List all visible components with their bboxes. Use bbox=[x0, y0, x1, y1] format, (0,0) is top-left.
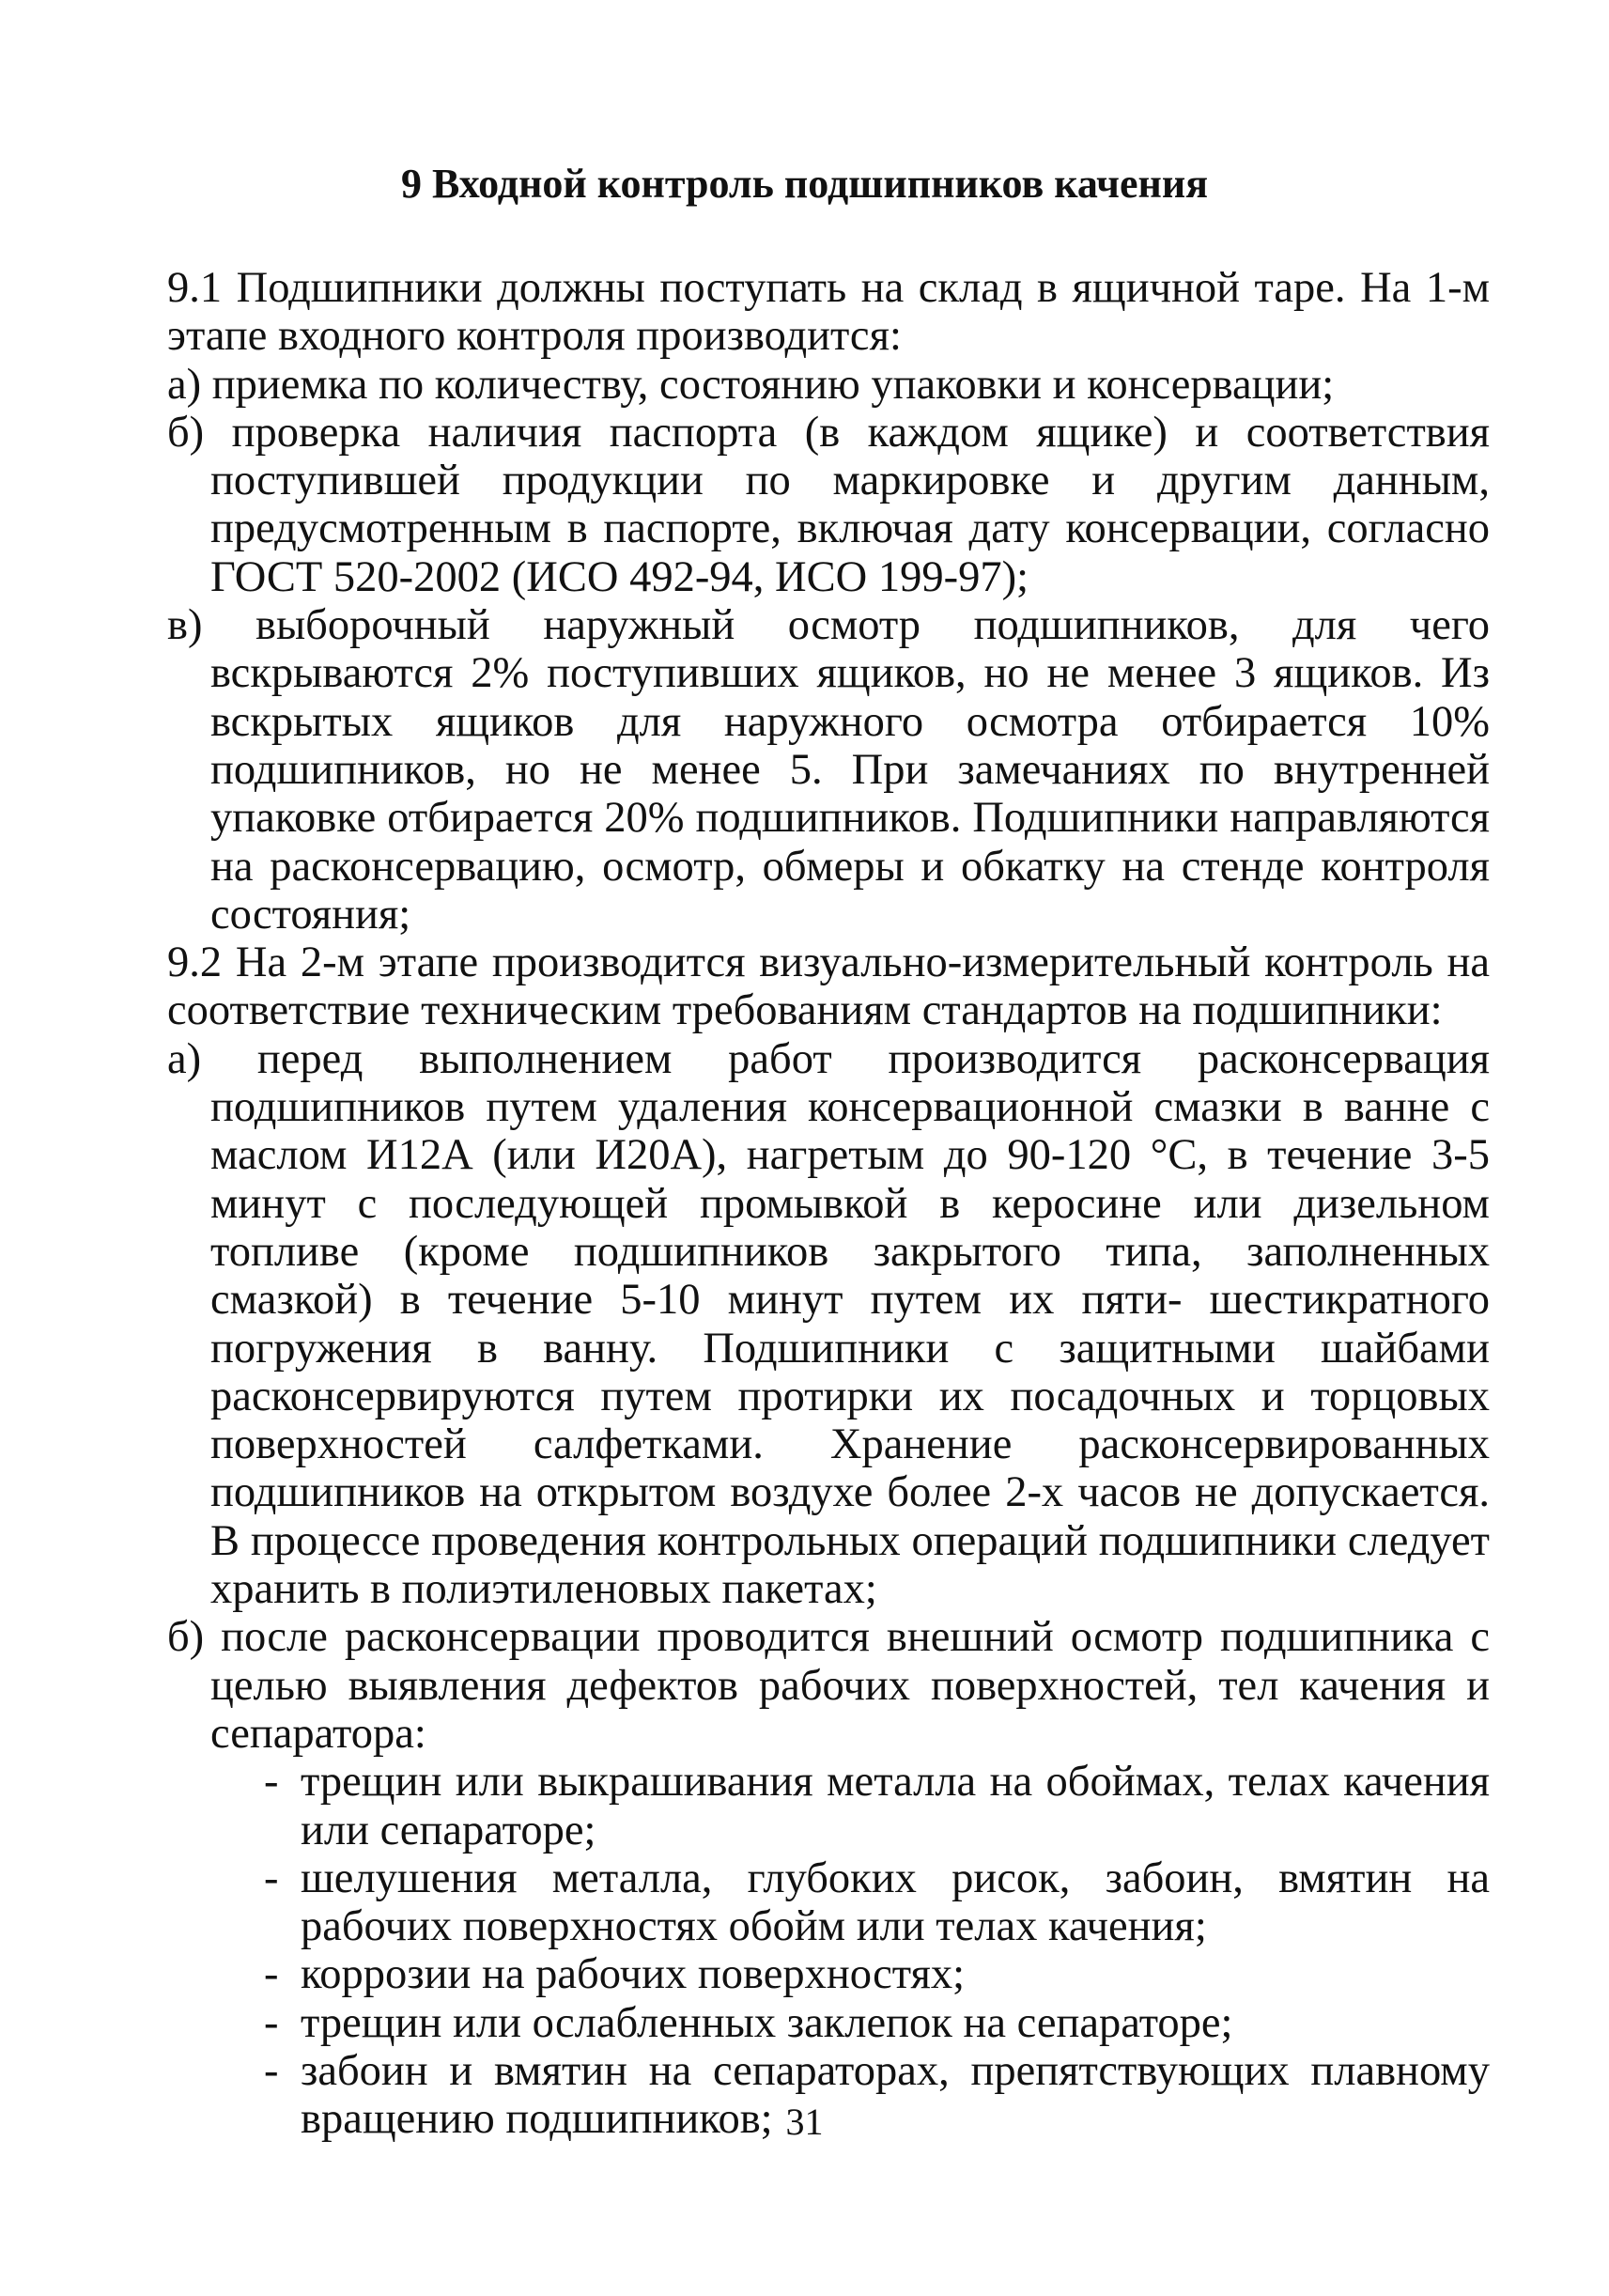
section-body bbox=[167, 264, 1490, 2144]
paragraph-9-2: 9.2 На 2-м этапе производится визуально-измерительный контроль на соответствие техническим требованиям стандартов на подшипники: bbox=[167, 939, 1490, 1035]
dash-marker: - bbox=[264, 2046, 279, 2095]
dash-marker: - bbox=[264, 1758, 279, 1807]
section-title: 9 Входной контроль подшипников качения bbox=[400, 161, 1208, 207]
defect-item bbox=[167, 1999, 1490, 2047]
defect-text: трещин или выкрашивания металла на обоймах, телах качения или сепараторе; bbox=[301, 1758, 1490, 1854]
defect-text: шелушения металла, глубоких рисок, забоин, вмятин на рабочих поверхностях обойм или телах качения; bbox=[301, 1854, 1490, 1951]
defect-text: трещин или ослабленных заклепок на сепараторе; bbox=[301, 1998, 1233, 2047]
defect-item bbox=[167, 1854, 1490, 1951]
dash-marker: - bbox=[264, 1854, 279, 1902]
dash-marker: - bbox=[264, 1998, 279, 2047]
defect-item bbox=[167, 1950, 1490, 1998]
list-item-9-1-a: а) приемка по количеству, состоянию упаковки и консервации; bbox=[167, 360, 1335, 409]
list-item-9-1-b: б) проверка наличия паспорта (в каждом ящике) и соответствия поступившей продукции по маркировке и другим данным, предусмотренным в паспорте, включая дату консервации, согласно ГОСТ 520-2002 (ИСО 492-94, ИСО 199-97); bbox=[167, 408, 1490, 601]
defect-text: забоин и вмятин на сепараторах, препятствующих плавному вращению подшипников; bbox=[301, 2046, 1490, 2144]
paragraph-9-1: 9.1 Подшипники должны поступать на склад в ящичной таре. На 1-м этапе входного контроля производится: bbox=[167, 264, 1490, 361]
page-number: 31 bbox=[785, 2101, 824, 2143]
list-item-9-2-a: а) перед выполнением работ производится расконсервация подшипников путем удаления консервационной смазки в ванне с маслом И12А (или И20А), нагретым до 90-120 °С, в течение 3-5 минут с последующей промывкой в керосине или дизельном топливе (кроме подшипников закрытого типа, заполненных смазкой) в течение 5-10 минут путем их пяти- шестикратного погружения в ванну. Подшипники с защитными шайбами расконсервируются путем протирки их посадочных и торцовых поверхностей салфетками. Хранение расконсервированных подшипников на открытом воздухе более 2-х часов не допускается. В процессе проведения контрольных операций подшипники следует хранить в полиэтиленовых пакетах; bbox=[167, 1034, 1490, 1614]
defect-text: коррозии на рабочих поверхностях; bbox=[301, 1950, 966, 1999]
list-item-9-1-v: в) выборочный наружный осмотр подшипников, для чего вскрываются 2% поступивших ящиков, но не менее 3 ящиков. Из вскрытых ящиков для наружного осмотра отбирается 10% подшипников, но не менее 5. При замечаниях по внутренней упаковке отбирается 20% подшипников. Подшипники направляются на расконсервацию, осмотр, обмеры и обкатку на стенде контроля состояния; bbox=[167, 601, 1490, 939]
dash-marker: - bbox=[264, 1950, 279, 1999]
list-item-9-2-b: б) после расконсервации проводится внешний осмотр подшипника с целью выявления дефектов рабочих поверхностей, тел качения и сепаратора: bbox=[167, 1613, 1490, 1758]
defect-item bbox=[167, 1758, 1490, 1854]
